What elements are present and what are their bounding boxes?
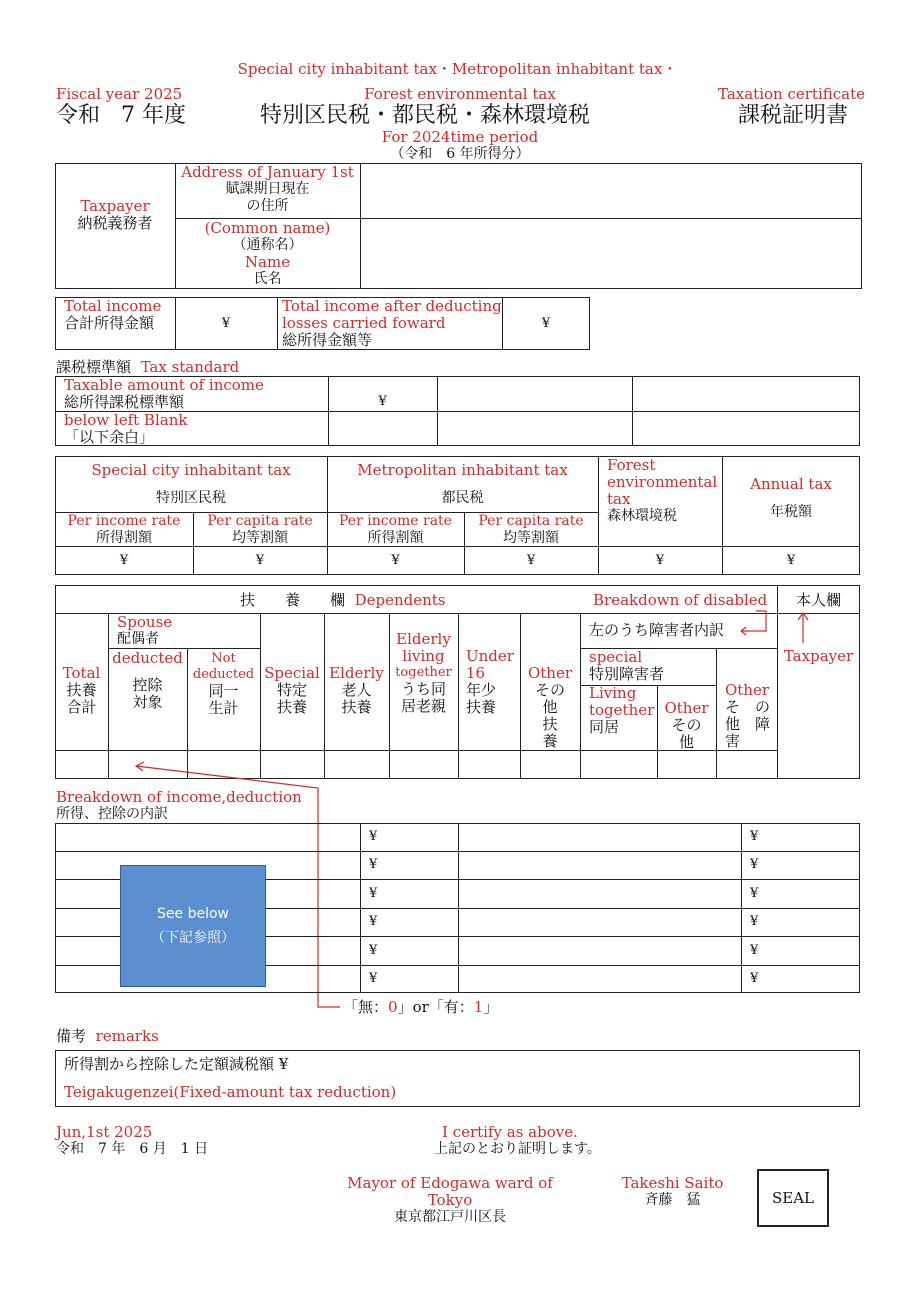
remarks-label: 備考 remarks	[56, 1027, 159, 1045]
see-below-box: See below （下記参照）	[120, 865, 266, 987]
special-per-capita-value: ¥	[255, 553, 265, 568]
elderly-dependents: Elderly 老人 扶養	[329, 664, 384, 716]
breakdown-row-3-right: ¥	[750, 886, 759, 901]
dependents-header: 扶 養 欄 Dependents	[240, 591, 446, 609]
total-income-after-value: ¥	[541, 316, 551, 331]
breakdown-label: Breakdown of income,deduction 所得、控除の内訳	[56, 788, 302, 822]
issue-date: Jun,1st 2025 令和 7 年 6 月 1 日	[56, 1123, 209, 1157]
metro-per-income-value: ¥	[391, 553, 400, 568]
breakdown-row-3-left: ¥	[369, 886, 378, 901]
total-dependents: Total 扶養 合計	[62, 664, 101, 716]
name-label: (Common name) （通称名） Name 氏名	[204, 219, 331, 287]
other-dependents: Other その 他 扶 養	[527, 664, 573, 750]
special-dependents: Special 特定 扶養	[264, 664, 320, 716]
breakdown-row-5-left: ¥	[369, 943, 378, 958]
breakdown-row-2-right: ¥	[750, 857, 759, 872]
certify-text: I certify as above. 上記のとおり証明します。	[434, 1123, 601, 1157]
mayor-name: Takeshi Saito 斉藤 猛	[621, 1174, 724, 1208]
period-jp: （令和 6 年所得分）	[390, 146, 530, 162]
seal-box: SEAL	[757, 1169, 829, 1227]
breakdown-row-1-right: ¥	[750, 829, 759, 844]
fiscal-year-en: Fiscal year 2025	[56, 85, 183, 103]
forest-tax-en: Forest environmental tax	[364, 85, 556, 103]
taxpayer-label: Taxpayer 納税義務者	[77, 197, 153, 232]
breakdown-row-6-right: ¥	[750, 971, 759, 986]
fiscal-year-jp: 令和 7 年度	[56, 103, 187, 128]
address-label: Address of January 1st 賦課期日現在 の住所	[181, 163, 354, 214]
metro-per-capita-value: ¥	[526, 553, 536, 568]
special-per-income: Per income rate 所得割額	[67, 513, 181, 546]
taxable-amount-value: ¥	[378, 394, 387, 409]
total-income-label: Total income 合計所得金額	[64, 297, 162, 332]
spouse-header: Spouse 配偶者	[117, 613, 173, 647]
special-city-tax-header: Special city inhabitant tax 特別区民税	[91, 461, 291, 506]
disabled-breakdown-jp: 左のうち障害者内訳	[589, 621, 725, 639]
special-disabled: special 特別障害者	[589, 648, 665, 683]
tax-standard-label: 課税標準額 Tax standard	[56, 358, 240, 376]
annual-tax-header: Annual tax 年税額	[750, 475, 832, 520]
other-disabled: Other そ の 他 障 害	[725, 681, 771, 750]
metro-per-capita: Per capita rate 均等割額	[478, 513, 584, 546]
forest-tax-header: Forest environmental tax 森林環境税	[607, 456, 718, 524]
title-jp: 特別区民税・都民税・森林環境税	[260, 103, 591, 128]
special-disabled-other: Other その 他	[664, 699, 709, 751]
elderly-living-together: Elderly living together うち同 居老親	[395, 630, 452, 715]
special-per-income-value: ¥	[119, 553, 129, 568]
breakdown-row-2-left: ¥	[369, 857, 378, 872]
disabled-breakdown-header: Breakdown of disabled	[593, 591, 768, 609]
breakdown-row-6-left: ¥	[369, 971, 378, 986]
honnin-header: 本人欄	[795, 591, 841, 609]
taxable-amount-label: Taxable amount of income 総所得課税標準額	[64, 376, 264, 411]
title-en-line1: Special city inhabitant tax・Metropolitan inhabitant tax・	[237, 60, 678, 78]
metro-per-income: Per income rate 所得割額	[339, 513, 452, 546]
metro-tax-header: Metropolitan inhabitant tax 都民税	[357, 461, 568, 506]
blank-label: below left Blank 「以下余白」	[64, 411, 188, 446]
taxation-certificate-en: Taxation certificate	[718, 85, 865, 103]
breakdown-row-4-left: ¥	[369, 914, 378, 929]
spouse-not-deducted: Not deducted 同一 生計	[192, 651, 255, 717]
total-income-value: ¥	[221, 316, 231, 331]
remarks-line-jp: 所得割から控除した定額減税額 ¥	[64, 1055, 289, 1073]
breakdown-row-5-right: ¥	[750, 943, 759, 958]
period-en: For 2024time period	[381, 128, 539, 146]
breakdown-row-1-left: ¥	[369, 829, 378, 844]
mayor-title: Mayor of Edogawa ward of Tokyo 東京都江戸川区長	[347, 1174, 553, 1225]
taxpayer-column-label: Taxpayer	[783, 647, 854, 665]
presence-note: 「無：0」or「有：1」	[343, 998, 499, 1016]
remarks-line-en: Teigakugenzei(Fixed-amount tax reduction)	[64, 1083, 397, 1101]
annual-tax-value: ¥	[786, 553, 796, 568]
special-disabled-living-together: Living together 同居	[589, 684, 655, 736]
under-16-dependents: Under 16 年少 扶養	[466, 647, 514, 716]
certificate-jp: 課税証明書	[738, 103, 849, 128]
spouse-deducted: deducted 控除 対象	[112, 649, 183, 711]
special-per-capita: Per capita rate 均等割額	[207, 513, 313, 546]
total-income-after-label: Total income after deducting losses carried foward 総所得金額等	[282, 297, 502, 349]
forest-tax-value: ¥	[655, 553, 665, 568]
breakdown-row-4-right: ¥	[750, 914, 759, 929]
